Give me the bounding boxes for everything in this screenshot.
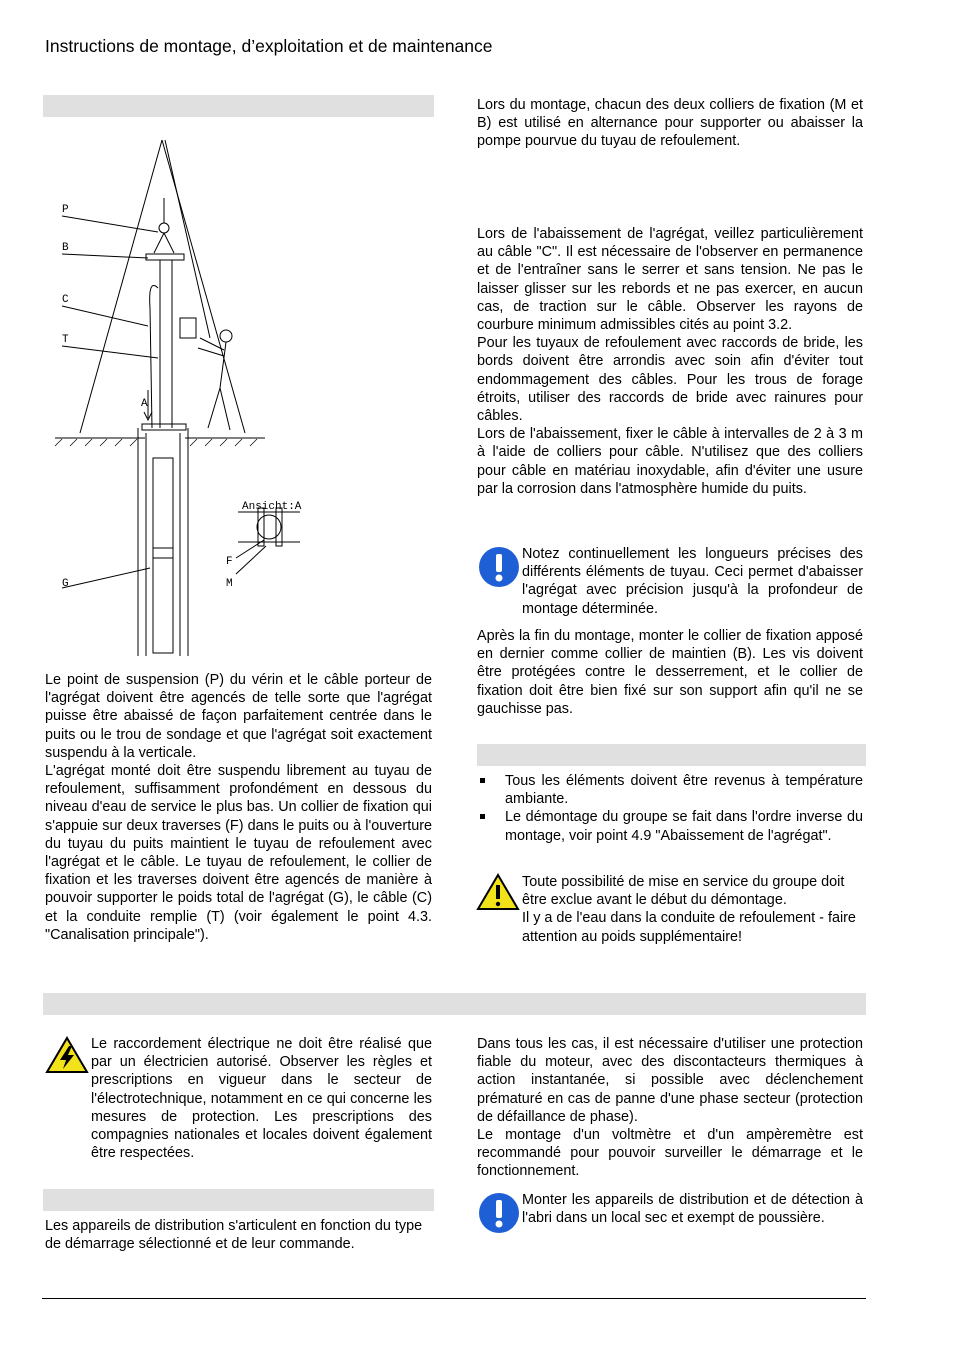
list-item: Tous les éléments doivent être revenus à température ambiante. (477, 772, 863, 808)
cable-clip-paragraph: Lors de l'abaissement, fixer le câble à intervalles de 2 à 3 m à l'aide de colliers pour câble. N'utilisez que des colliers pour câble en matériau inoxydable, afin d'éviter une usure par la corrosion dans l'atmosphère humide du puits. (477, 426, 863, 497)
figure-label-g: G (62, 578, 69, 590)
warning-line-water: Il y a de l'eau dans la conduite de refoulement - faire attention au poids supplémentaire! (522, 910, 856, 945)
section-bar-electrical (43, 993, 866, 1015)
meters-paragraph: Le montage d'un voltmètre et d'un ampèremètre est recommandé pour pouvoir surveiller le démarrage et le fonctionnement. (477, 1127, 863, 1180)
figure-label-c: C (62, 294, 69, 306)
page-header-title: Instructions de montage, d’exploitation et de maintenance (45, 36, 493, 56)
figure-label-b: B (62, 242, 69, 254)
left-column-text (45, 671, 432, 944)
electric-hazard-icon (45, 1036, 89, 1074)
figure-label-p: P (62, 204, 69, 216)
figure-label-f: F (226, 556, 233, 568)
motor-protection-paragraph: Dans tous les cas, il est nécessaire d'utiliser une protection fiable du moteur, avec des discontacteurs thermiques à action instantanée, si possible avec déclenchement prématuré en cas de panne d'une phase secteur (protection de défaillance de phase). (477, 1036, 863, 1125)
warning-line-startup: Toute possibilité de mise en service du groupe doit être exclue avant le début du démontage. (522, 874, 845, 909)
footer-divider (42, 1298, 866, 1299)
dismantling-list (477, 772, 863, 845)
warning-triangle-icon (476, 873, 520, 911)
figure-ansicht-label: Ansicht:A (242, 501, 302, 513)
figure-label-m: M (226, 578, 233, 590)
section-bar-lowering (43, 95, 434, 117)
cable-paragraph: Lors de l'abaissement de l'agrégat, veillez particulièrement au câble "C". Il est nécessaire de l'observer en permanence et de l'entraîner sans le serrer et sans tension. Ne pas le laisser glisser sur les rebords et ne pas exercer, en aucun cas, de traction sur le câble. Observer les rayons de courbure minimum admissibles cités au point 3.2. (477, 226, 863, 334)
exclamation-icon (478, 1192, 520, 1234)
figure-label-t: T (62, 334, 69, 346)
list-item: Le démontage du groupe se fait dans l'ordre inverse du montage, voir point 4.9 "Abaissement de l'agrégat". (477, 808, 863, 844)
note-dry-location: Monter les appareils de distribution et de détection à l'abri dans un local sec et exempt de poussière. (522, 1192, 863, 1227)
right-electrical-text (477, 1035, 863, 1181)
right-para-clamps: Lors du montage, chacun des deux colliers de fixation (M et B) est utilisé en alternance pour supporter ou abaisser la pompe pourvue du tuyau de refoulement. (477, 97, 863, 150)
exclamation-icon (478, 546, 520, 588)
mounted-unit-paragraph: L'agrégat monté doit être suspendu librement au tuyau de refoulement, suffisamment profondément en dessous du niveau d'eau de service le plus bas. Un collier de fixation qui s'appuie sur deux traverses (F) dans le puits ou à l'ouverture du tuyau du puits maintient le tuyau de refoulement avec l'agrégat et le câble. Le tuyau de refoulement, le collier de fixation et les traverses doivent être agencés de manière à pouvoir supporter le poids total de l'agrégat (G), le câble (C) et la conduite remplie (T) (voir également le point 4.3. "Canalisation principale"). (45, 763, 432, 943)
note-lengths: Notez continuellement les longueurs précises des différents éléments de tuyau. Ceci permet d'abaisser l'agrégat avec précision jusqu'à la profondeur de montage déterminée. (522, 546, 863, 617)
figure-label-a: A (141, 398, 148, 410)
flange-paragraph: Pour les tuyaux de refoulement avec raccords de bride, les bords doivent être arrondis avec soin afin d'éviter tout endommagement des câbles. Pour les trous de forage étroits, utiliser des raccords de bride avec rainures pour câbles. (477, 335, 863, 425)
distribution-paragraph: Les appareils de distribution s'articulent en fonction du type de démarrage sélectionné et de leur commande. (45, 1218, 423, 1253)
suspension-paragraph: Le point de suspension (P) du vérin et le câble porteur de l'agrégat doivent être agencés de telle sorte que l'agrégat puisse être abaissé de façon parfaitement centrée dans le puits ou le trou de sondage et que l'agrégat soit exactement suspendu à la verticale. (45, 672, 432, 761)
electrical-warning-text: Le raccordement électrique ne doit être réalisé que par un électricien autorisé. Observer les règles et prescriptions en vigueur dans le secteur de l'électrotechnique, notamment en ce qui concerne les mesures de protection. Les prescriptions des compagnies nationales et locales doivent également être respectées. (91, 1036, 432, 1162)
section-bar-distribution (43, 1189, 434, 1211)
warning-dismantling (522, 873, 863, 946)
pump-lowering-figure (40, 128, 340, 663)
section-bar-dismantling (477, 744, 866, 766)
after-mounting-paragraph: Après la fin du montage, monter le collier de fixation apposé en dernier comme collier de maintien (B). Les vis doivent être protégées contre le desserrement, et le collier de fixation doit être bien fixé sur son support afin qu'il ne se gauchisse pas. (477, 628, 863, 717)
right-column-text (477, 225, 863, 498)
